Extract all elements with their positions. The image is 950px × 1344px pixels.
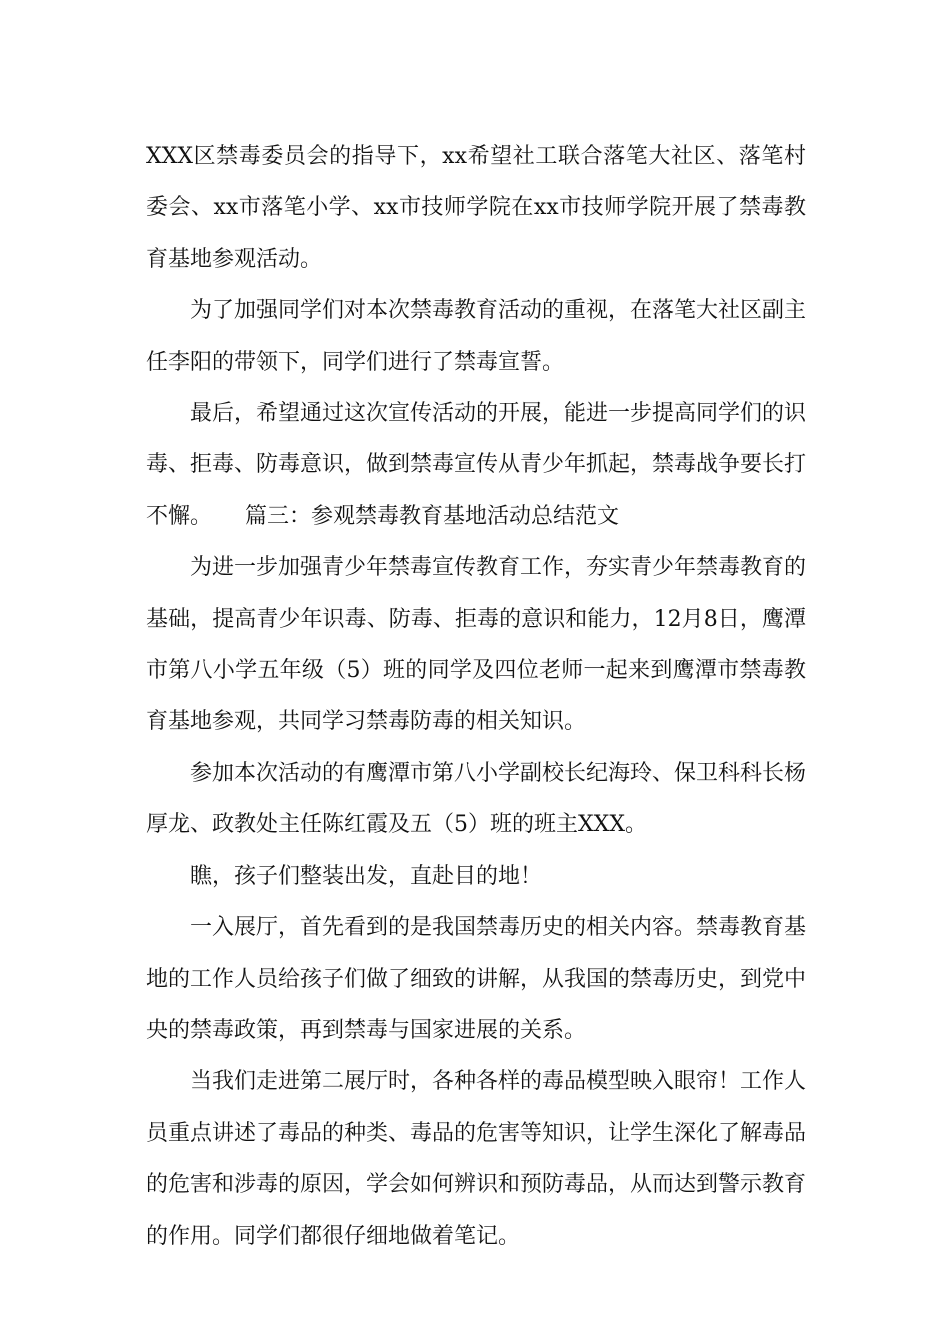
paragraph-2: 为了加强同学们对本次禁毒教育活动的重视，在落笔大社区副主任李阳的带领下，同学们进行了禁毒宣誓。 [146,298,807,375]
paragraph-5: 参加本次活动的有鹰潭市第八小学副校长纪海玲、保卫科科长杨厚龙、政教处主任陈红霞及五（5）班的班主XXX。 [146,760,807,838]
paragraph-1: XXX区禁毒委员会的指导下，xx希望社工联合落笔大社区、落笔村委会、xx市落笔小学、xx市技师学院在xx市技师学院开展了禁毒教育基地参观活动。 [146,144,806,272]
paragraph-7: 一入展厅，首先看到的是我国禁毒历史的相关内容。禁毒教育基地的工作人员给孩子们做了细致的讲解，从我国的禁毒历史，到党中央的禁毒政策，再到禁毒与国家进展的关系。 [146,915,807,1043]
paragraph-3: 最后，希望通过这次宣传活动的开展，能进一步提高同学们的识毒、拒毒、防毒意识，做到禁毒宣传从青少年抓起，禁毒战争要长打不懈。 篇三：参观禁毒教育基地活动总结范文 [146,401,807,529]
paragraph-6: 瞧，孩子们整装出发，直赴目的地！ [190,863,543,889]
paragraph-8: 当我们走进第二展厅时，各种各样的毒品模型映入眼帘！工作人员重点讲述了毒品的种类、毒品的危害等知识，让学生深化了解毒品的危害和涉毒的原因，学会如何辨识和预防毒品，从而达到警示教育的作用。同学们都很仔细地做着笔记。 [146,1069,807,1249]
paragraph-4: 为进一步加强青少年禁毒宣传教育工作，夯实青少年禁毒教育的基础，提高青少年识毒、防毒、拒毒的意识和能力，12月8日，鹰潭市第八小学五年级（5）班的同学及四位老师一起来到鹰潭市禁毒教育基地参观，共同学习禁毒防毒的相关知识。 [146,555,807,735]
document-body [146,131,806,1262]
